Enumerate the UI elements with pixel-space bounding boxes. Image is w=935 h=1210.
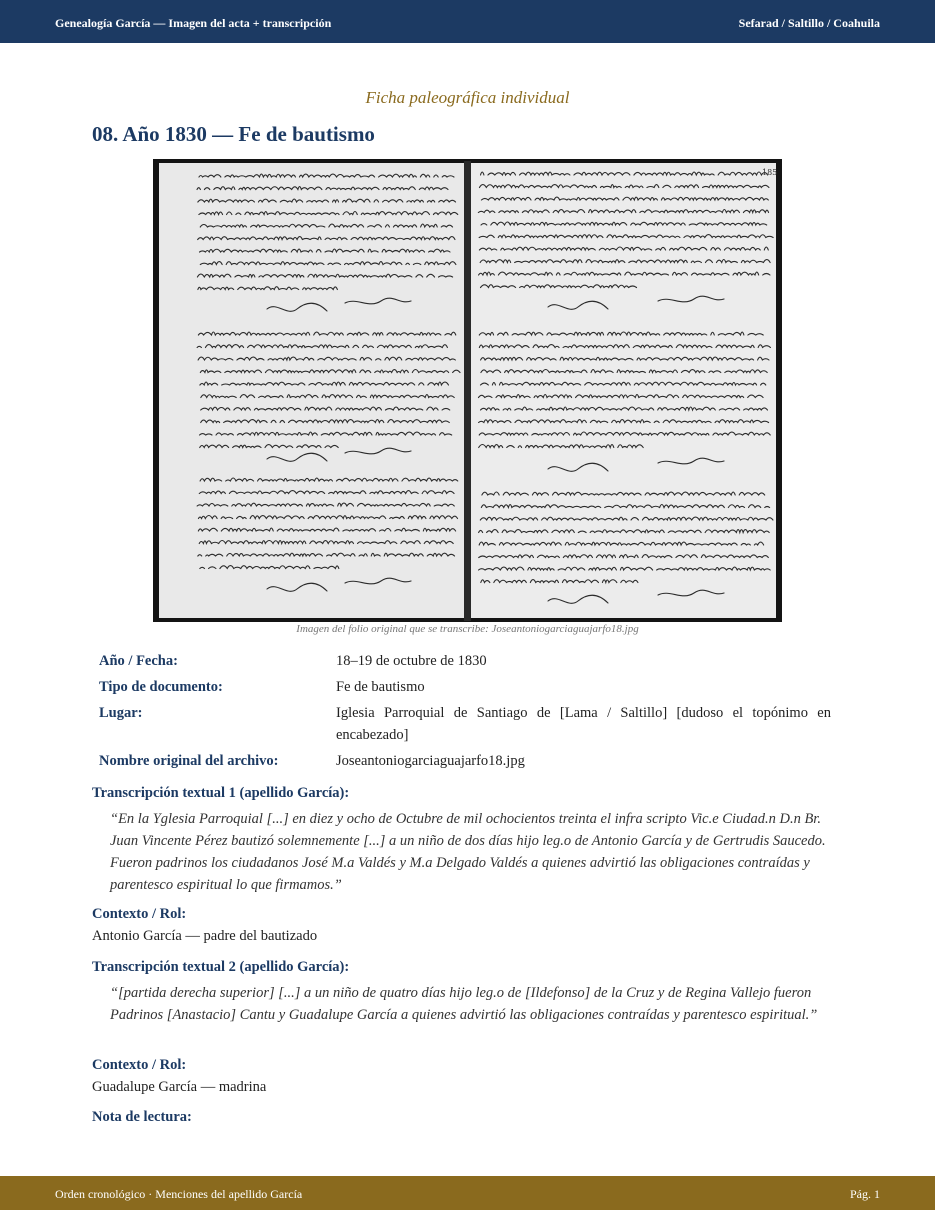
- context-2-text: Guadalupe García — madrina: [92, 1079, 267, 1095]
- context-2-heading: Contexto / Rol:: [92, 1057, 187, 1073]
- reading-note-heading: Nota de lectura:: [92, 1109, 192, 1125]
- page-number: Pág. 1: [850, 1187, 880, 1201]
- transcription-2-heading: Transcripción textual 2 (apellido García):: [92, 959, 350, 975]
- meta-value: Joseantoniogarciaguajarfo18.jpg: [336, 753, 525, 769]
- meta-row: [92, 748, 838, 774]
- meta-value: Fe de bautismo: [336, 679, 425, 695]
- page-footer: [0, 1176, 935, 1210]
- transcription-2-text: “[partida derecha superior] [...] a un niño de quatro días hijo leg.o de [Ildefonso] de la Cruz y de Regina Vallejo fueron Padrinos [Anastacio] Cantu y Guadalupe García a quienes advirtió las obligaciones contraídas y parentesco espiritual.”: [110, 985, 818, 1023]
- folio-number: 185: [762, 168, 778, 177]
- meta-row: [92, 700, 838, 748]
- page-subtitle: Ficha paleográfica individual: [365, 88, 570, 107]
- header-region: Sefarad / Saltillo / Coahuila: [738, 16, 880, 30]
- footer-label: Orden cronológico · Menciones del apellido García: [55, 1187, 303, 1201]
- context-1-heading: Contexto / Rol:: [92, 906, 187, 922]
- page-header: [0, 0, 935, 43]
- meta-key: Tipo de documento:: [99, 679, 223, 695]
- meta-row: [92, 674, 838, 700]
- transcription-1-heading: Transcripción textual 1 (apellido García):: [92, 785, 350, 801]
- page-title: 08. Año 1830 — Fe de bautismo: [92, 122, 375, 146]
- record-metadata: [92, 648, 838, 774]
- image-caption: Imagen del folio original que se transcribe: Joseantoniogarciaguajarfo18.jpg: [296, 623, 639, 635]
- manuscript-scan-drawing: [153, 159, 782, 622]
- manuscript-image: [153, 159, 782, 622]
- header-title: Genealogía García — Imagen del acta + transcripción: [55, 16, 332, 30]
- meta-key: Lugar:: [99, 705, 143, 721]
- meta-row: [92, 648, 838, 674]
- context-1-text: Antonio García — padre del bautizado: [92, 928, 318, 944]
- meta-key: Año / Fecha:: [99, 653, 178, 669]
- meta-value: 18–19 de octubre de 1830: [336, 653, 487, 669]
- transcription-1-text: “En la Yglesia Parroquial [...] en diez y ocho de Octubre de mil ochocientos treinta el infra scripto Vic.e Ciudad.n D.n Br. Juan Vincente Pérez bautizó solemnemente [...] a un niño de dos días hijo leg.o de Antonio García y de Gertrudis Saucedo. Fueron padrinos los ciudadanos José M.a Valdés y M.a Delgado Valdés a quienes advirtió las obligaciones contraídas y parentesco espiritual lo que firmamos.”: [110, 811, 826, 893]
- meta-key: Nombre original del archivo:: [99, 753, 279, 769]
- meta-value: Iglesia Parroquial de Santiago de [Lama / Saltillo] [dudoso el topónimo en encabezado]: [336, 705, 831, 743]
